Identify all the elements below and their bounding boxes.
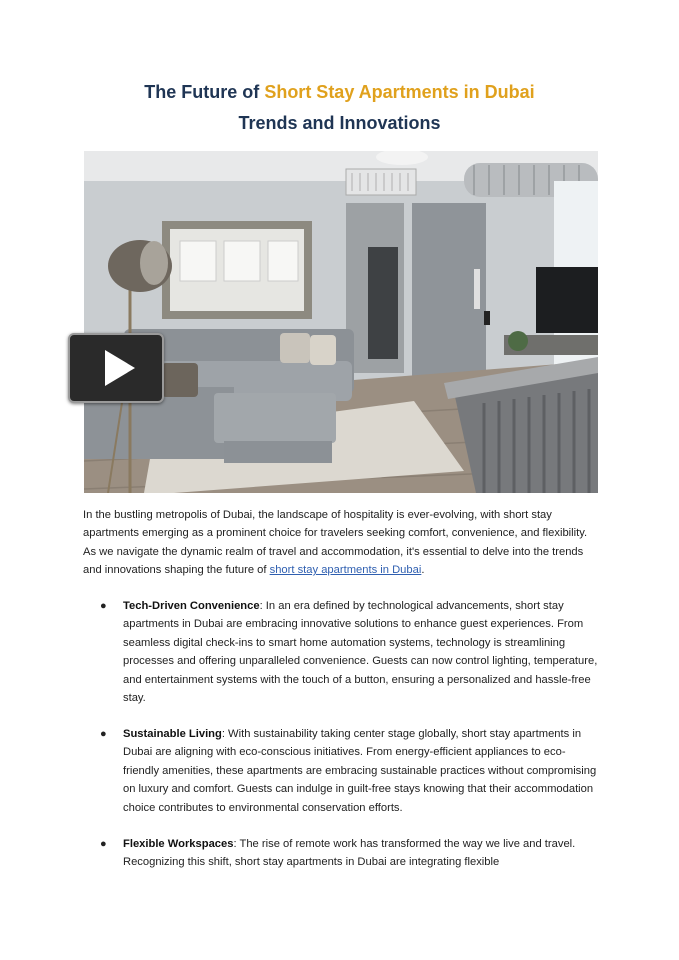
intro-text: In the bustling metropolis of Dubai, the landscape of hospitality is ever-evolving, with short stay apartments emerging as a prominent choice for travelers seeking comfort, convenience, and flexibility. As we navigate the dynamic realm of travel and accommodation, it's essential to delve into the trends and innovations shaping the future of [83,509,588,577]
page-title [0,80,679,104]
play-icon [105,350,135,386]
bullet-heading: Tech-Driven Convenience [123,600,260,612]
short-stay-link[interactable]: short stay apartments in Dubai [269,564,422,577]
title-prefix: The Future of [144,82,260,102]
bullet-icon: ● [100,838,107,850]
intro-end: . [421,564,425,577]
list-item [100,835,598,872]
bullet-icon: ● [100,728,107,740]
bullet-heading: Sustainable Living [123,728,222,740]
apartment-living-room-illustration [84,151,598,493]
bullet-heading: Flexible Workspaces [123,838,234,850]
bullet-text: : The rise of remote work has transformed the way we live and travel. Recognizing this shift, short stay apartments in Dubai are integrating flexible [123,838,576,869]
list-item [100,725,598,817]
hero-image[interactable] [84,151,598,493]
video-play-button[interactable] [68,333,164,403]
bullet-text: : In an era defined by technological advancements, short stay apartments in Dubai are embracing innovative solutions to enhance guest experiences. From seamless digital check-ins to smart home automation systems, technology is streamlining processes and offering unparalleled convenience. Guests can now control lighting, temperature, and entertainment systems with the touch of a button, ensuring a personalized and hassle-free stay. [123,600,598,705]
title-accent: Short Stay Apartments in Dubai [264,82,535,102]
intro-paragraph [83,506,598,580]
bullet-text: : With sustainability taking center stage globally, short stay apartments in Dubai are aligning with eco-conscious initiatives. From energy-efficient appliances to eco-friendly amenities, these apartments are embracing sustainable practices without compromising on luxury and comfort. Guests can indulge in guilt-free stays knowing that their accommodation choice contributes to environmental conservation efforts. [123,728,597,814]
list-item [100,597,598,707]
bullet-icon: ● [100,600,107,612]
page-subtitle: Trends and Innovations [238,113,441,133]
